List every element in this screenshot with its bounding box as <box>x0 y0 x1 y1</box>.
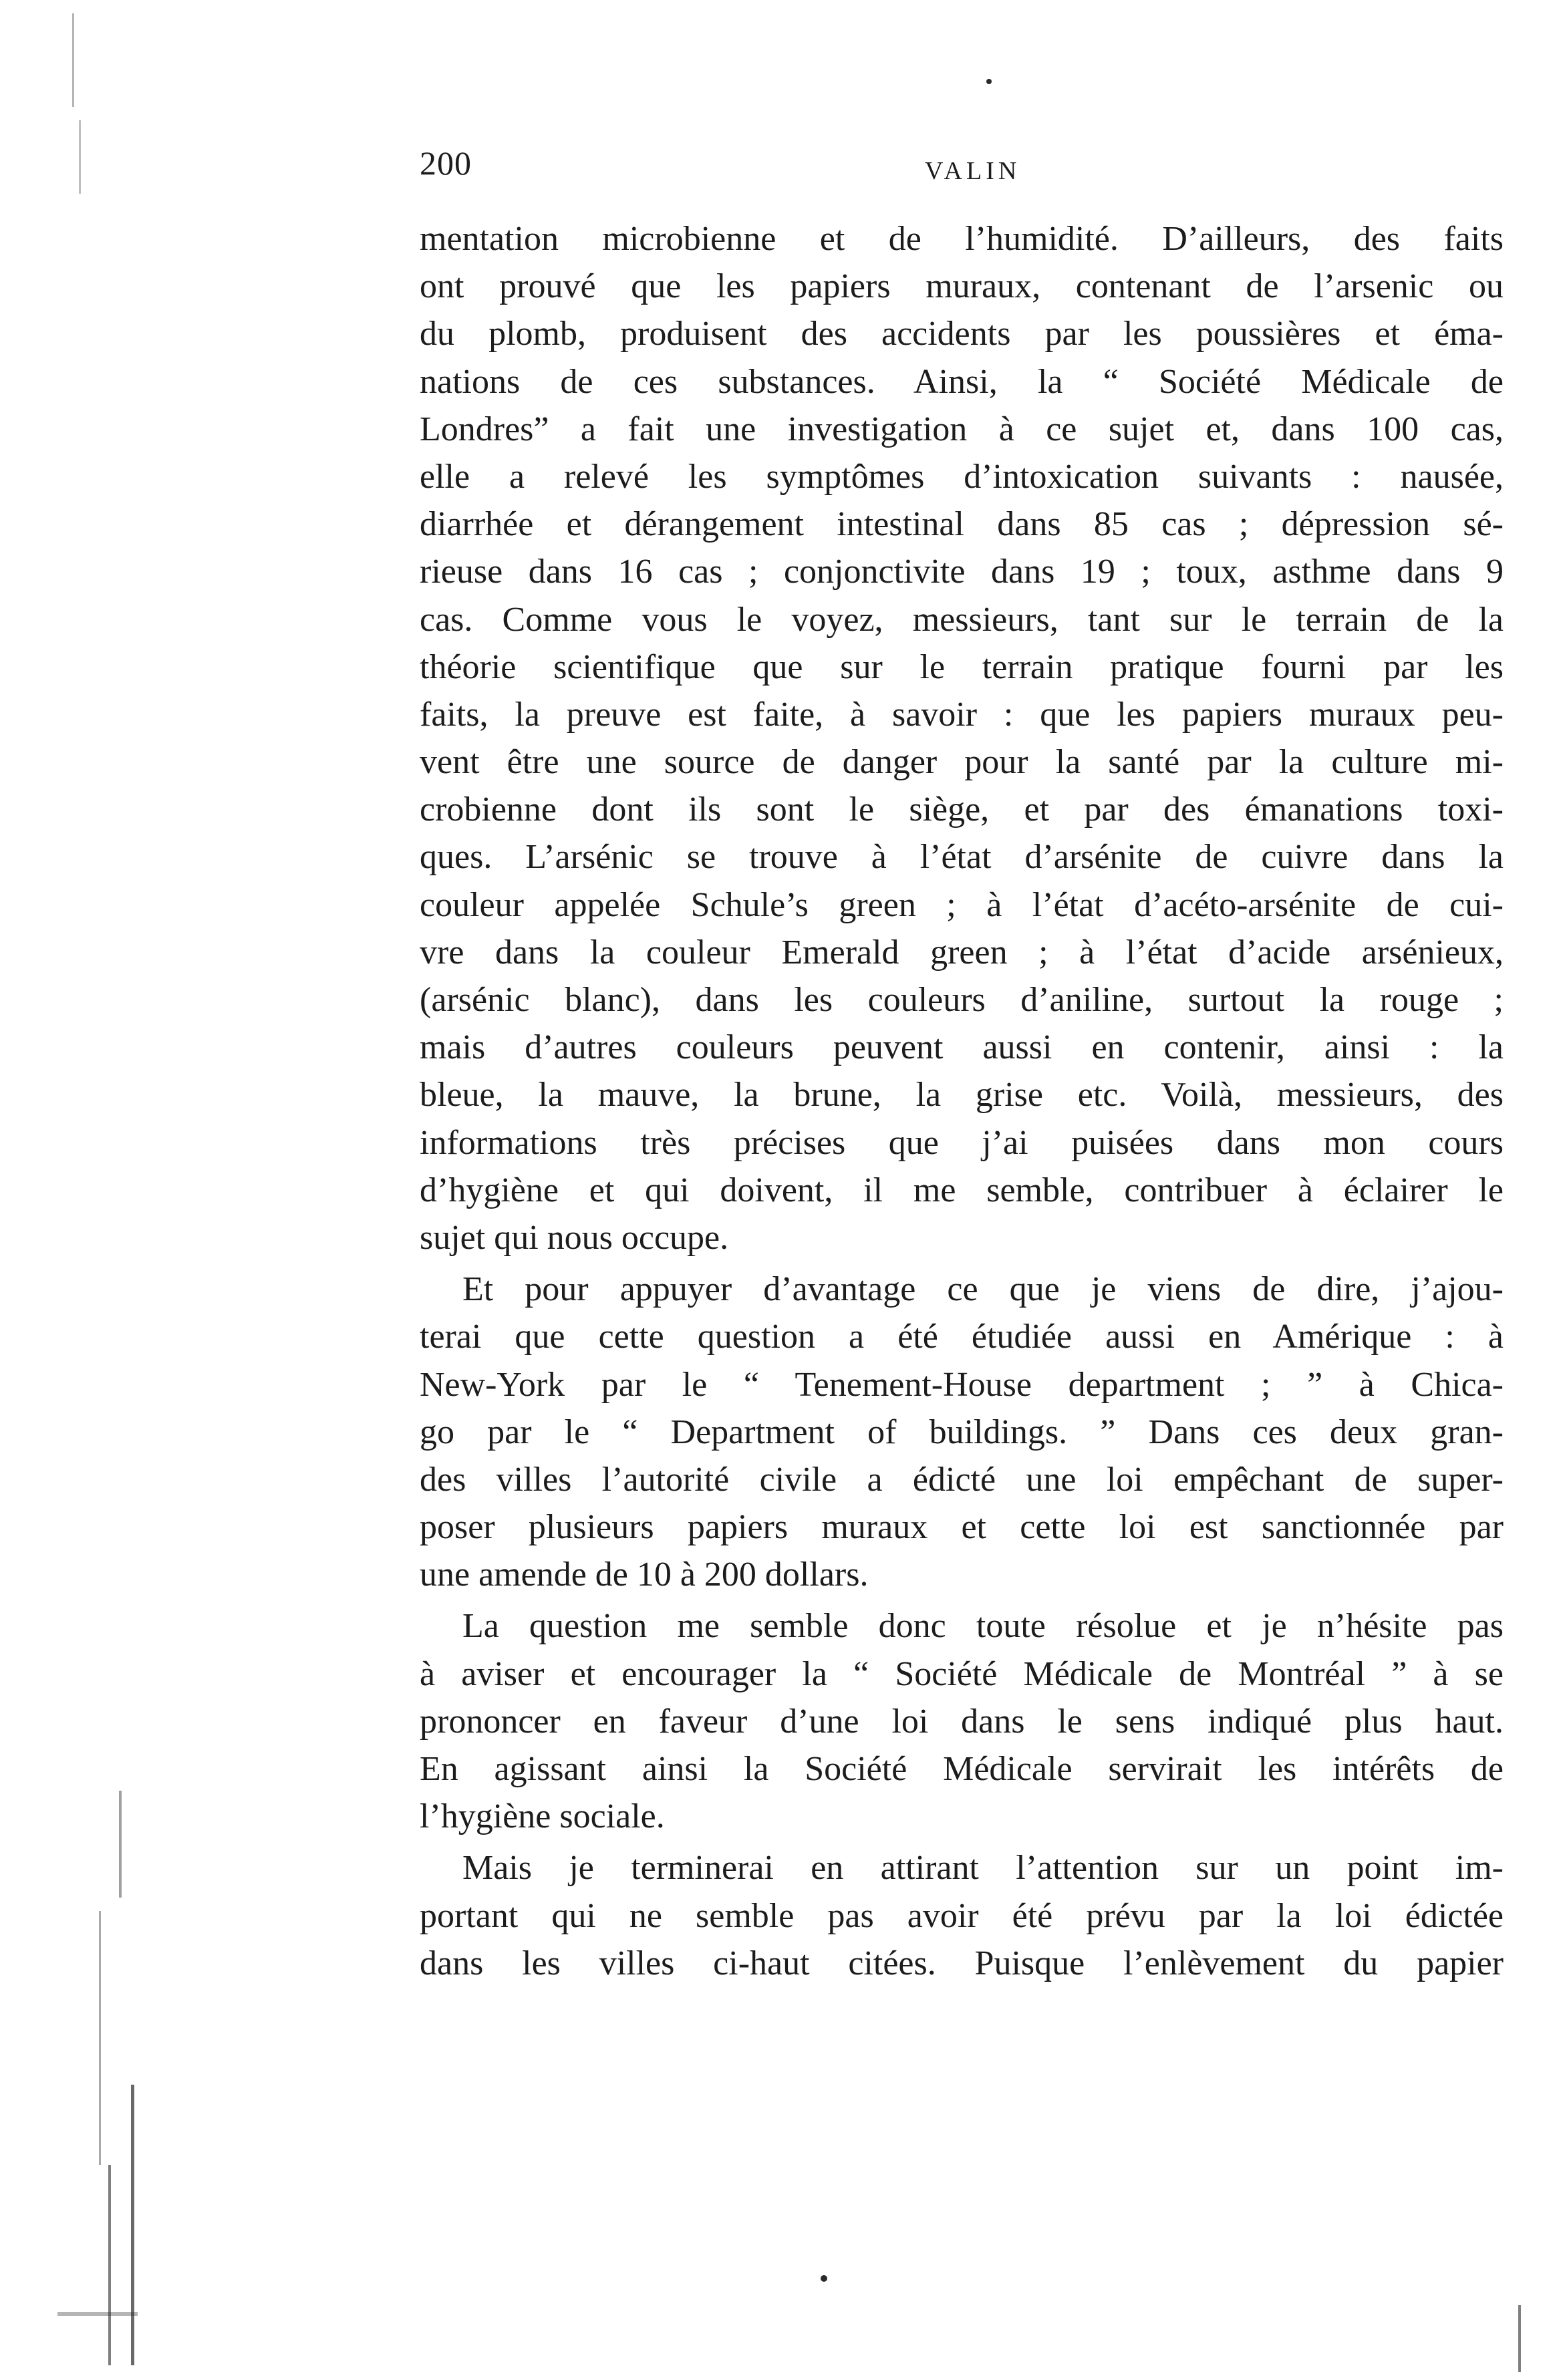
text-line: nations de ces substances. Ainsi, la “ Société Médicale de <box>420 362 1504 401</box>
text-line: à aviser et encourager la “ Société Médicale de Montréal ” à se <box>420 1654 1504 1693</box>
page-number: 200 <box>420 144 472 182</box>
text-line: des villes l’autorité civile a édicté une loi empêchant de super- <box>420 1460 1504 1499</box>
binding-edge-mark <box>79 120 81 194</box>
text-line: d’hygiène et qui doivent, il me semble, contribuer à éclairer le <box>420 1171 1504 1209</box>
text-line: crobienne dont ils sont le siège, et par des émanations toxi- <box>420 790 1504 829</box>
text-line: elle a relevé les symptômes d’intoxication suivants : nausée, <box>420 457 1504 496</box>
text-line: poser plusieurs papiers muraux et cette loi est sanctionnée par <box>420 1508 1504 1547</box>
text-line: mentation microbienne et de l’humidité. D’ailleurs, des faits <box>420 220 1504 258</box>
text-line: l’hygiène sociale. <box>420 1797 665 1836</box>
binding-edge-mark <box>108 2165 111 2365</box>
text-line: du plomb, produisent des accidents par les poussières et éma- <box>420 315 1504 353</box>
binding-edge-mark <box>99 1911 101 2165</box>
text-line: New-York par le “ Tenement-House department ; ” à Chica- <box>420 1365 1504 1404</box>
text-line: bleue, la mauve, la brune, la grise etc. Voilà, messieurs, des <box>420 1076 1504 1114</box>
text-line: rieuse dans 16 cas ; conjonctivite dans 19 ; toux, asthme dans 9 <box>420 553 1504 591</box>
text-line: prononcer en faveur d’une loi dans le sens indiqué plus haut. <box>420 1702 1504 1741</box>
text-line: couleur appelée Schule’s green ; à l’état d’acéto-arsénite de cui- <box>420 885 1504 924</box>
text-line: terai que cette question a été étudiée aussi en Amérique : à <box>420 1318 1504 1356</box>
running-head: VALIN <box>925 157 1021 185</box>
text-line: (arsénic blanc), dans les couleurs d’aniline, surtout la rouge ; <box>420 981 1504 1019</box>
text-line: diarrhée et dérangement intestinal dans 85 cas ; dépression sé- <box>420 505 1504 544</box>
text-line: La question me semble donc toute résolue et je n’hésite pas <box>462 1607 1504 1646</box>
text-line: dans les villes ci-haut citées. Puisque l’enlèvement du papier <box>420 1944 1504 1982</box>
text-line: sujet qui nous occupe. <box>420 1218 729 1257</box>
text-line: cas. Comme vous le voyez, messieurs, tant sur le terrain de la <box>420 600 1504 639</box>
body-text <box>420 215 1504 1987</box>
scan-speck <box>986 79 992 84</box>
scan-speck <box>821 2275 827 2282</box>
binding-edge-mark <box>131 2085 134 2365</box>
text-line: mais d’autres couleurs peuvent aussi en contenir, ainsi : la <box>420 1028 1504 1067</box>
text-line: Londres” a fait une investigation à ce sujet et, dans 100 cas, <box>420 410 1504 448</box>
binding-edge-mark <box>1518 2305 1521 2372</box>
text-line: vent être une source de danger pour la santé par la culture mi- <box>420 743 1504 782</box>
text-line: informations très précises que j’ai puisées dans mon cours <box>420 1123 1504 1162</box>
binding-edge-mark <box>119 1791 122 1898</box>
text-line: go par le “ Department of buildings. ” Dans ces deux gran- <box>420 1412 1504 1451</box>
text-line: portant qui ne semble pas avoir été prévu par la loi édictée <box>420 1896 1504 1935</box>
text-line: théorie scientifique que sur le terrain pratique fourni par les <box>420 647 1504 686</box>
text-line: vre dans la couleur Emerald green ; à l’état d’acide arsénieux, <box>420 933 1504 972</box>
paragraph <box>420 1844 1504 1987</box>
text-line: ont prouvé que les papiers muraux, contenant de l’arsenic ou <box>420 267 1504 306</box>
text-line: ques. L’arsénic se trouve à l’état d’arsénite de cuivre dans la <box>420 838 1504 877</box>
text-line: faits, la preuve est faite, à savoir : que les papiers muraux peu- <box>420 695 1504 734</box>
paragraph <box>420 1602 1504 1840</box>
text-line: Mais je terminerai en attirant l’attention sur un point im- <box>462 1849 1504 1888</box>
text-line: En agissant ainsi la Société Médicale servirait les intérêts de <box>420 1750 1504 1788</box>
text-line: une amende de 10 à 200 dollars. <box>420 1555 869 1594</box>
binding-edge-mark <box>72 13 74 107</box>
text-line: Et pour appuyer d’avantage ce que je viens de dire, j’ajou- <box>462 1270 1504 1309</box>
paragraph <box>420 215 1504 1261</box>
paragraph <box>420 1266 1504 1598</box>
binding-edge-mark <box>57 2312 138 2316</box>
